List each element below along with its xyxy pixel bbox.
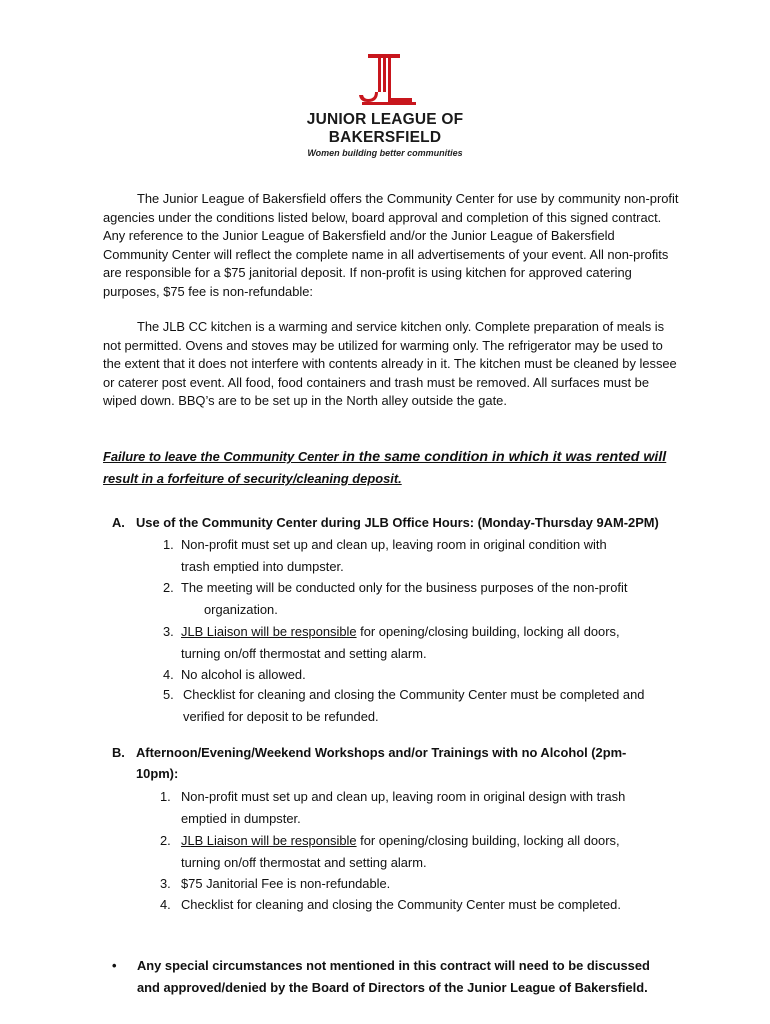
item-text: Non-profit must set up and clean up, leaving room in original design with trash: [181, 789, 626, 804]
special-line2: and approved/denied by the Board of Directors of the Junior League of Bakersfield.: [137, 980, 648, 995]
item-number: 3.: [163, 624, 174, 639]
section-b-heading: [112, 742, 672, 784]
kitchen-paragraph: [103, 318, 683, 411]
intro-paragraph-text: The Junior League of Bakersfield offers the Community Center for use by community non-profit agencies under the conditions listed below, board approval and completion of this signed contract. Any reference to the Junior League of Bakersfield and/or the Junior League of Bakersfield Community Center will reflect the complete name in all advertisements of your event. All non-profits are responsible for a $75 janitorial deposit. If non-profit is using kitchen for approved catering purposes, $75 fee is non-refundable:: [103, 191, 679, 299]
item-number: 1.: [163, 537, 174, 552]
org-name-line2: BAKERSFIELD: [328, 129, 442, 146]
item-text-cont: emptied in dumpster.: [181, 810, 301, 826]
item-text-cont: verified for deposit to be refunded.: [183, 708, 379, 724]
section-a-item-4: [163, 664, 683, 686]
bullet-icon: •: [112, 958, 117, 973]
warning-part2: in the same condition in which it was rented will: [342, 449, 667, 465]
section-b-item-2: [160, 830, 690, 873]
item-text: No alcohol is allowed.: [181, 667, 306, 682]
section-a-heading: [112, 512, 672, 533]
item-number: 2.: [163, 580, 174, 595]
section-b-title-line1: Afternoon/Evening/Weekend Workshops and/or Trainings with no Alcohol (2pm-: [136, 745, 627, 760]
item-text-cont: turning on/off thermostat and setting alarm.: [181, 854, 427, 870]
item-number: 4.: [163, 667, 174, 682]
section-a-item-3: [163, 621, 683, 664]
liaison-underlined: JLB Liaison will be responsible: [181, 833, 357, 848]
liaison-underlined: JLB Liaison will be responsible: [181, 624, 357, 639]
section-b-label: B.: [112, 745, 125, 760]
intro-paragraph: [103, 190, 683, 302]
item-number: 4.: [160, 897, 171, 912]
item-number: 1.: [160, 789, 171, 804]
section-b-item-3: [160, 873, 690, 895]
section-a-item-2: [163, 577, 683, 620]
special-line1: Any special circumstances not mentioned in this contract will need to be discussed: [137, 958, 650, 973]
org-name-line1: JUNIOR LEAGUE OF: [306, 111, 464, 128]
org-tagline: Women building better communities: [307, 148, 463, 158]
org-logo: [0, 50, 770, 108]
item-number: 3.: [160, 876, 171, 891]
section-b-item-4: [160, 894, 690, 916]
item-text-cont: trash emptied into dumpster.: [181, 558, 344, 574]
kitchen-paragraph-text: The JLB CC kitchen is a warming and service kitchen only. Complete preparation of meals is not permitted. Ovens and stoves may be utilized for warming only. The refrigerator may be used to the extent that it does not interfere with contents already in it. The kitchen must be cleaned by lessee or caterer post event. All food, food containers and trash must be removed. All surfaces must be wiped down. BBQ’s are to be set up in the North alley outside the gate.: [103, 319, 677, 409]
section-a-title: Use of the Community Center during JLB Office Hours: (Monday-Thursday 9AM-2PM): [136, 515, 659, 530]
item-text: Non-profit must set up and clean up, leaving room in original condition with: [181, 537, 607, 552]
item-text: The meeting will be conducted only for the business purposes of the non-profit: [181, 580, 628, 595]
section-a-item-5: [163, 684, 693, 727]
section-b-title-line2: 10pm):: [136, 766, 179, 781]
warning-part3: result in a forfeiture of security/cleaning deposit.: [103, 471, 402, 486]
item-text-cont: turning on/off thermostat and setting alarm.: [181, 645, 427, 661]
jl-monogram-icon: [350, 50, 420, 108]
warning-part1: Failure to leave the Community Center: [103, 449, 343, 464]
section-a-item-1: [163, 534, 683, 577]
item-text: for opening/closing building, locking all doors,: [356, 624, 620, 639]
section-a-label: A.: [112, 515, 125, 530]
item-text: Checklist for cleaning and closing the Community Center must be completed.: [181, 897, 621, 912]
deposit-warning: [103, 446, 683, 490]
item-text-cont: organization.: [204, 601, 278, 617]
item-number: 2.: [160, 833, 171, 848]
item-number: 5.: [163, 687, 174, 702]
item-text: Checklist for cleaning and closing the Community Center must be completed and: [183, 687, 645, 702]
item-text: $75 Janitorial Fee is non-refundable.: [181, 876, 391, 891]
section-b-item-1: [160, 786, 690, 829]
item-text: for opening/closing building, locking all doors,: [356, 833, 620, 848]
